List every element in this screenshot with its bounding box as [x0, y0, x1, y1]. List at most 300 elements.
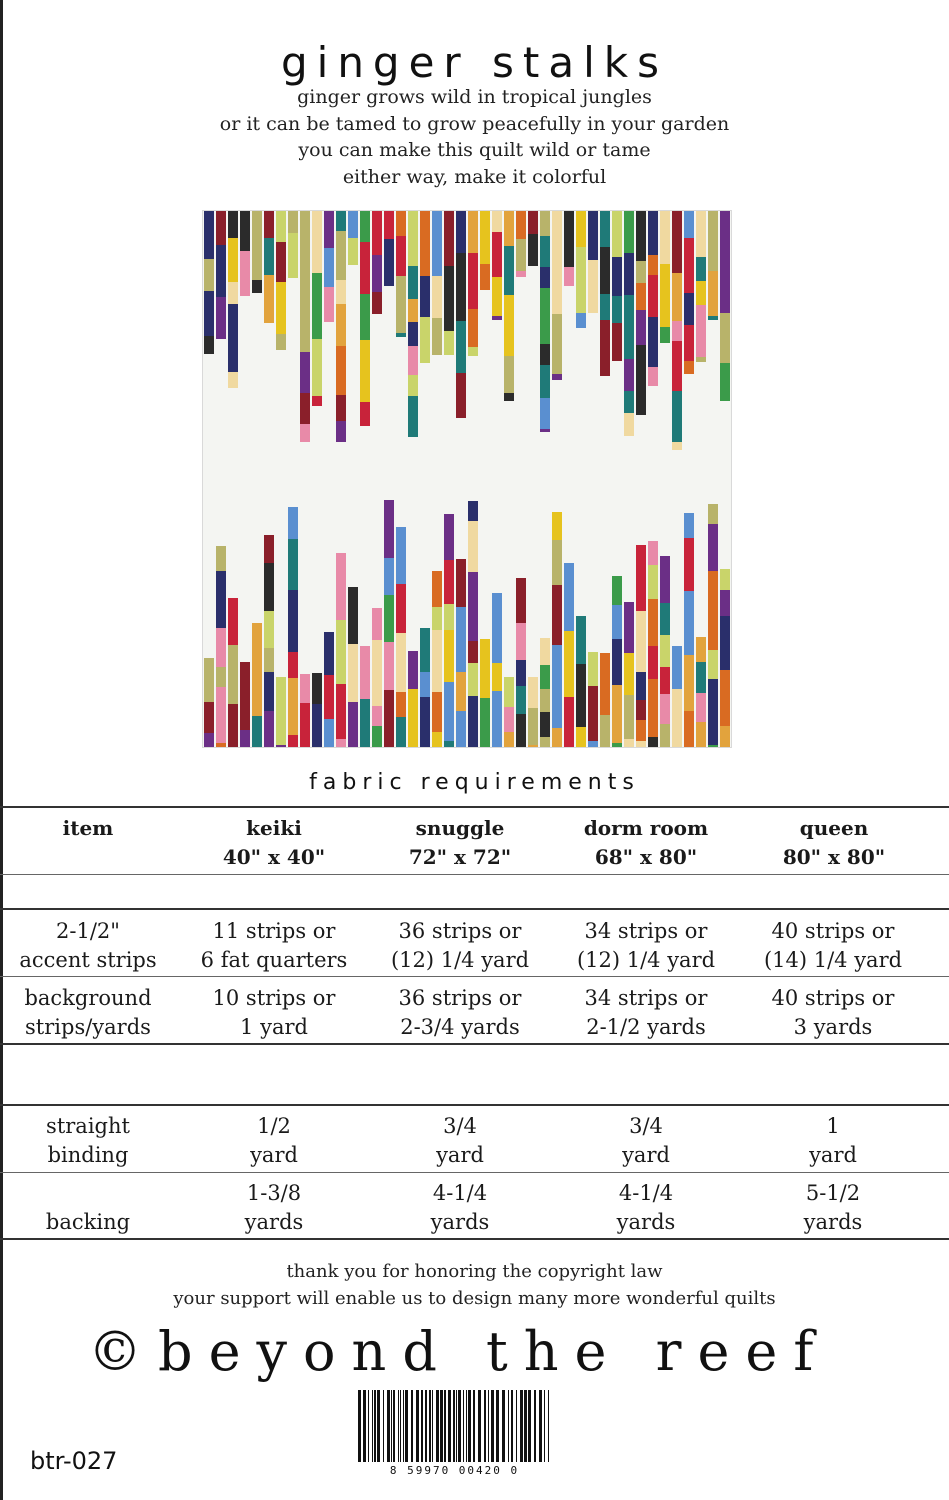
quilt-strip — [624, 653, 634, 695]
quilt-strip — [300, 674, 310, 703]
quilt-strip — [636, 211, 646, 261]
quilt-photo — [202, 210, 732, 748]
barcode-bar — [534, 1390, 536, 1462]
quilt-strip — [624, 739, 634, 747]
quilt-strip — [408, 266, 418, 299]
barcode-bar — [411, 1390, 413, 1462]
quilt-strip — [204, 702, 214, 733]
quilt-strip — [276, 282, 286, 334]
quilt-strip — [648, 255, 658, 275]
quilt-strip — [456, 607, 466, 672]
quilt-strip — [336, 684, 346, 739]
quilt-strip — [420, 276, 430, 317]
quilt-strip — [696, 281, 706, 305]
quilt-strip — [300, 291, 310, 352]
quilt-strip — [696, 693, 706, 722]
quilt-strip — [708, 598, 718, 650]
barcode-bar — [440, 1390, 443, 1462]
quilt-strip — [624, 695, 634, 739]
quilt-strip — [696, 257, 706, 281]
quilt-strip — [684, 655, 694, 711]
quilt-strip — [456, 559, 466, 607]
quilt-strip — [264, 672, 274, 711]
quilt-strip — [684, 211, 694, 238]
table-rule — [0, 908, 949, 910]
quilt-strip — [288, 539, 298, 590]
barcode-bar — [520, 1390, 523, 1462]
quilt-strip — [540, 236, 550, 267]
quilt-strip — [396, 584, 406, 633]
quilt-strip — [432, 571, 442, 607]
quilt-strip — [492, 593, 502, 639]
quilt-strip — [300, 211, 310, 247]
quilt-strip — [540, 398, 550, 429]
quilt-strip — [684, 513, 694, 538]
quilt-strip — [408, 375, 418, 396]
quilt-strip — [360, 242, 370, 270]
tagline-line: either way, make it colorful — [342, 165, 607, 188]
quilt-strip — [540, 211, 550, 236]
quilt-strip — [396, 527, 406, 584]
quilt-strip — [648, 599, 658, 646]
header-queen: queen 80" x 80" — [782, 816, 886, 869]
quilt-strip — [324, 632, 334, 675]
quilt-strip — [324, 248, 334, 287]
barcode-bar — [363, 1390, 366, 1462]
row-item-straight-binding: straight binding — [46, 1114, 130, 1167]
barcode-bar — [456, 1390, 457, 1462]
quilt-strip — [660, 694, 670, 724]
quilt-strip — [312, 273, 322, 339]
quilt-strip — [396, 276, 406, 333]
barcode-bar — [374, 1390, 376, 1462]
barcode-bar — [496, 1390, 499, 1462]
barcode-bar — [508, 1390, 509, 1462]
quilt-strip — [492, 277, 502, 316]
barcode-bar — [458, 1390, 461, 1462]
quilt-strip — [636, 391, 646, 415]
quilt-strip — [408, 346, 418, 375]
quilt-strip — [552, 374, 562, 380]
barcode-bar — [368, 1390, 369, 1462]
quilt-strip — [240, 211, 250, 251]
quilt-strip — [552, 728, 562, 747]
quilt-strip — [252, 623, 262, 662]
quilt-strip — [228, 304, 238, 372]
quilt-strip — [648, 737, 658, 747]
quilt-strip — [204, 291, 214, 336]
quilt-strip — [456, 373, 466, 418]
quilt-strip — [552, 512, 562, 540]
quilt-strip — [408, 299, 418, 322]
quilt-strip — [444, 560, 454, 604]
quilt-strip — [516, 578, 526, 623]
quilt-strip — [288, 211, 298, 233]
quilt-strip — [336, 346, 346, 395]
quilt-strip — [216, 687, 226, 743]
quilt-strip — [612, 257, 622, 296]
quilt-strip — [384, 595, 394, 642]
cell-keiki: 1/2 yard — [250, 1114, 298, 1167]
brand-name: ©beyond the reef — [88, 1320, 830, 1383]
quilt-strip — [420, 317, 430, 363]
quilt-strip — [384, 500, 394, 558]
quilt-strip — [624, 391, 634, 413]
quilt-strip — [504, 732, 514, 747]
table-rule — [0, 806, 949, 808]
quilt-strip — [636, 741, 646, 747]
quilt-strip — [204, 211, 214, 259]
quilt-strip — [624, 211, 634, 253]
quilt-strip — [708, 650, 718, 679]
quilt-strip — [444, 211, 454, 266]
barcode-bar — [491, 1390, 494, 1462]
barcode-bar — [391, 1390, 392, 1462]
quilt-strip — [540, 665, 550, 689]
quilt-strip — [228, 282, 238, 304]
quilt-strip — [408, 651, 418, 689]
quilt-strip — [444, 266, 454, 331]
quilt-strip — [216, 211, 226, 245]
quilt-strip — [684, 538, 694, 591]
quilt-strip — [264, 611, 274, 648]
quilt-strip — [228, 704, 238, 747]
barcode-bar — [548, 1390, 549, 1462]
quilt-strip — [444, 630, 454, 682]
quilt-strip — [684, 325, 694, 361]
quilt-strip — [444, 331, 454, 355]
quilt-strip — [348, 238, 358, 265]
quilt-strip — [432, 692, 442, 732]
quilt-strip — [576, 313, 586, 328]
quilt-strip — [720, 616, 730, 670]
quilt-strip — [228, 211, 238, 238]
quilt-strip — [336, 739, 346, 747]
quilt-strip — [600, 715, 610, 747]
quilt-strip — [348, 587, 358, 644]
quilt-strip — [528, 234, 538, 266]
quilt-strip — [408, 721, 418, 747]
quilt-strip — [672, 211, 682, 273]
quilt-strip — [444, 604, 454, 630]
quilt-strip — [336, 620, 346, 684]
quilt-strip — [504, 393, 514, 401]
quilt-strip — [252, 211, 262, 280]
quilt-strip — [624, 253, 634, 295]
quilt-strip — [492, 663, 502, 691]
quilt-strip — [288, 678, 298, 735]
quilt-strip — [264, 648, 274, 672]
quilt-strip — [720, 670, 730, 726]
quilt-strip — [240, 251, 250, 296]
quilt-strip — [204, 259, 214, 291]
quilt-strip — [396, 236, 406, 276]
quilt-strip — [672, 442, 682, 450]
quilt-strip — [720, 590, 730, 616]
quilt-strip — [264, 563, 274, 611]
quilt-strip — [408, 689, 418, 721]
barcode-bar — [463, 1390, 464, 1462]
cell-dorm-room: 34 strips or 2-1/2 yards — [584, 986, 708, 1039]
quilt-strip — [624, 359, 634, 391]
quilt-strip — [468, 347, 478, 356]
quilt-strip — [564, 267, 574, 286]
quilt-strip — [360, 340, 370, 402]
quilt-strip — [240, 730, 250, 747]
quilt-strip — [528, 745, 538, 747]
quilt-strip — [252, 716, 262, 747]
quilt-strip — [288, 507, 298, 539]
quilt-strip — [636, 700, 646, 720]
cell-queen: 5-1/2 yards — [803, 1181, 863, 1234]
quilt-strip — [540, 712, 550, 737]
quilt-strip — [480, 723, 490, 747]
cell-queen: 40 strips or (14) 1/4 yard — [763, 919, 903, 972]
quilt-strip — [348, 211, 358, 238]
quilt-strip — [564, 563, 574, 631]
quilt-strip — [204, 336, 214, 354]
quilt-strip — [216, 297, 226, 339]
quilt-strip — [600, 320, 610, 376]
quilt-strip — [264, 298, 274, 323]
quilt-strip — [372, 211, 382, 255]
quilt-strip — [456, 711, 466, 747]
quilt-strip — [372, 608, 382, 640]
quilt-strip — [216, 667, 226, 687]
quilt-strip — [672, 689, 682, 722]
quilt-strip — [504, 211, 514, 246]
quilt-strip — [576, 664, 586, 727]
cell-dorm-room: 34 strips or (12) 1/4 yard — [576, 919, 716, 972]
quilt-strip — [360, 402, 370, 426]
quilt-strip — [540, 429, 550, 432]
quilt-strip — [276, 334, 286, 350]
quilt-strip — [288, 735, 298, 747]
quilt-strip — [288, 233, 298, 278]
quilt-strip — [468, 211, 478, 253]
quilt-strip — [540, 267, 550, 288]
quilt-strip — [384, 558, 394, 595]
quilt-strip — [360, 270, 370, 294]
row-item-backing: backing — [45, 1210, 131, 1234]
quilt-strip — [432, 607, 442, 630]
quilt-strip — [696, 332, 706, 357]
quilt-strip — [612, 323, 622, 361]
quilt-strip — [624, 413, 634, 436]
quilt-strip — [504, 707, 514, 732]
quilt-strip — [276, 745, 286, 747]
quilt-strip — [468, 309, 478, 347]
quilt-strip — [420, 211, 430, 276]
table-rule — [0, 1043, 949, 1045]
table-rule — [0, 976, 949, 977]
quilt-strip — [432, 276, 442, 318]
header-dorm-room: dorm room 68" x 80" — [583, 816, 709, 869]
quilt-strip — [420, 628, 430, 672]
quilt-strip — [516, 211, 526, 239]
quilt-strip — [636, 545, 646, 611]
quilt-strip — [492, 691, 502, 747]
quilt-strip — [516, 271, 526, 277]
quilt-strip — [456, 253, 466, 321]
quilt-strip — [648, 646, 658, 679]
quilt-strip — [240, 662, 250, 730]
table-rule — [0, 1172, 949, 1173]
quilt-strip — [324, 675, 334, 719]
quilt-strip — [648, 317, 658, 367]
quilt-strip — [396, 692, 406, 717]
header-item: item — [62, 816, 114, 840]
quilt-strip — [540, 344, 550, 365]
quilt-strip — [408, 396, 418, 437]
quilt-strip — [612, 211, 622, 257]
quilt-strip — [708, 524, 718, 571]
quilt-strip — [396, 211, 406, 236]
quilt-strip — [672, 341, 682, 391]
quilt-strip — [492, 316, 502, 320]
quilt-strip — [576, 616, 586, 664]
quilt-strip — [660, 635, 670, 667]
quilt-strip — [648, 541, 658, 565]
quilt-strip — [708, 316, 718, 320]
quilt-strip — [456, 672, 466, 711]
quilt-strip — [552, 585, 562, 645]
quilt-strip — [720, 363, 730, 401]
quilt-strip — [336, 421, 346, 442]
quilt-strip — [636, 611, 646, 672]
barcode-bar — [544, 1390, 545, 1462]
quilt-strip — [672, 646, 682, 689]
quilt-strip — [492, 639, 502, 663]
quilt-strip — [708, 271, 718, 316]
quilt-strip — [444, 741, 454, 747]
barcode-bar — [502, 1390, 505, 1462]
cell-queen: 1 yard — [809, 1114, 857, 1167]
barcode-bar — [387, 1390, 390, 1462]
cell-queen: 40 strips or 3 yards — [771, 986, 895, 1039]
quilt-strip — [516, 660, 526, 686]
quilt-strip — [660, 327, 670, 343]
barcode-bar — [393, 1390, 395, 1462]
table-rule — [0, 874, 949, 875]
tagline-line: or it can be tamed to grow peacefully in your garden — [219, 112, 730, 135]
quilt-strip — [360, 211, 370, 242]
barcode-bar — [432, 1390, 433, 1462]
quilt-strip — [552, 211, 562, 275]
quilt-strip — [696, 211, 706, 257]
barcode-bar — [400, 1390, 401, 1462]
quilt-strip — [228, 645, 238, 704]
cell-snuggle: 3/4 yard — [436, 1114, 484, 1167]
quilt-strip — [468, 501, 478, 521]
quilt-strip — [684, 293, 694, 325]
quilt-strip — [720, 313, 730, 363]
quilt-strip — [312, 704, 322, 747]
quilt-strip — [516, 686, 526, 714]
quilt-strip — [432, 211, 442, 276]
quilt-strip — [564, 631, 574, 697]
row-item-background-strips: background strips/yards — [24, 986, 152, 1039]
quilt-strip — [204, 733, 214, 747]
quilt-strip — [468, 521, 478, 572]
quilt-strip — [540, 689, 550, 712]
quilt-strip — [516, 239, 526, 271]
barcode-icon — [352, 1390, 557, 1470]
quilt-strip — [552, 540, 562, 585]
quilt-strip — [516, 623, 526, 660]
barcode-bar — [425, 1390, 427, 1462]
quilt-strip — [624, 295, 634, 359]
quilt-strip — [252, 280, 262, 293]
row-item-accent-strips: 2-1/2" accent strips — [19, 919, 157, 972]
quilt-strip — [648, 367, 658, 386]
quilt-strip — [648, 275, 658, 317]
barcode-bar — [444, 1390, 446, 1462]
quilt-strip — [408, 211, 418, 266]
barcode-bar — [524, 1390, 527, 1462]
barcode-bar — [383, 1390, 384, 1462]
quilt-strip — [528, 677, 538, 708]
quilt-strip — [288, 590, 298, 652]
quilt-strip — [300, 703, 310, 747]
barcode-bar — [436, 1390, 439, 1462]
quilt-strip — [336, 280, 346, 304]
quilt-strip — [612, 296, 622, 323]
barcode-bar — [488, 1390, 489, 1462]
quilt-strip — [660, 667, 670, 694]
cell-snuggle: 4-1/4 yards — [430, 1181, 490, 1234]
barcode-bar — [478, 1390, 481, 1462]
cell-snuggle: 36 strips or (12) 1/4 yard — [390, 919, 530, 972]
quilt-strip — [720, 211, 730, 254]
cell-dorm-room: 3/4 yard — [622, 1114, 670, 1167]
barcode-bar — [473, 1390, 475, 1462]
barcode-digits: 8 59970 00420 0 — [352, 1464, 557, 1477]
quilt-strip — [612, 743, 622, 747]
quilt-strip — [684, 238, 694, 293]
quilt-strip — [360, 699, 370, 747]
quilt-strip — [480, 639, 490, 698]
quilt-strip — [480, 211, 490, 264]
quilt-strip — [600, 653, 610, 715]
quilt-strip — [660, 264, 670, 327]
header-keiki: keiki 40" x 40" — [222, 816, 326, 869]
quilt-strip — [600, 247, 610, 294]
quilt-strip — [708, 745, 718, 747]
quilt-strip — [264, 275, 274, 298]
quilt-strip — [540, 365, 550, 398]
quilt-strip — [372, 726, 382, 747]
pattern-title: ginger stalks — [280, 38, 669, 87]
quilt-strip — [624, 602, 634, 653]
quilt-strip — [696, 637, 706, 662]
quilt-strip — [216, 628, 226, 667]
copyright-line: your support will enable us to design many more wonderful quilts — [173, 1288, 776, 1309]
barcode-bar — [528, 1390, 531, 1462]
cell-snuggle: 36 strips or 2-3/4 yards — [398, 986, 522, 1039]
quilt-strip — [444, 514, 454, 560]
barcode-bar — [516, 1390, 517, 1462]
quilt-strip — [504, 677, 514, 707]
quilt-strip — [708, 504, 718, 524]
quilt-strip — [216, 546, 226, 571]
quilt-strip — [588, 211, 598, 260]
quilt-strip — [720, 254, 730, 313]
quilt-strip — [300, 393, 310, 424]
quilt-strip — [396, 717, 406, 747]
quilt-strip — [612, 639, 622, 685]
quilt-strip — [552, 275, 562, 314]
